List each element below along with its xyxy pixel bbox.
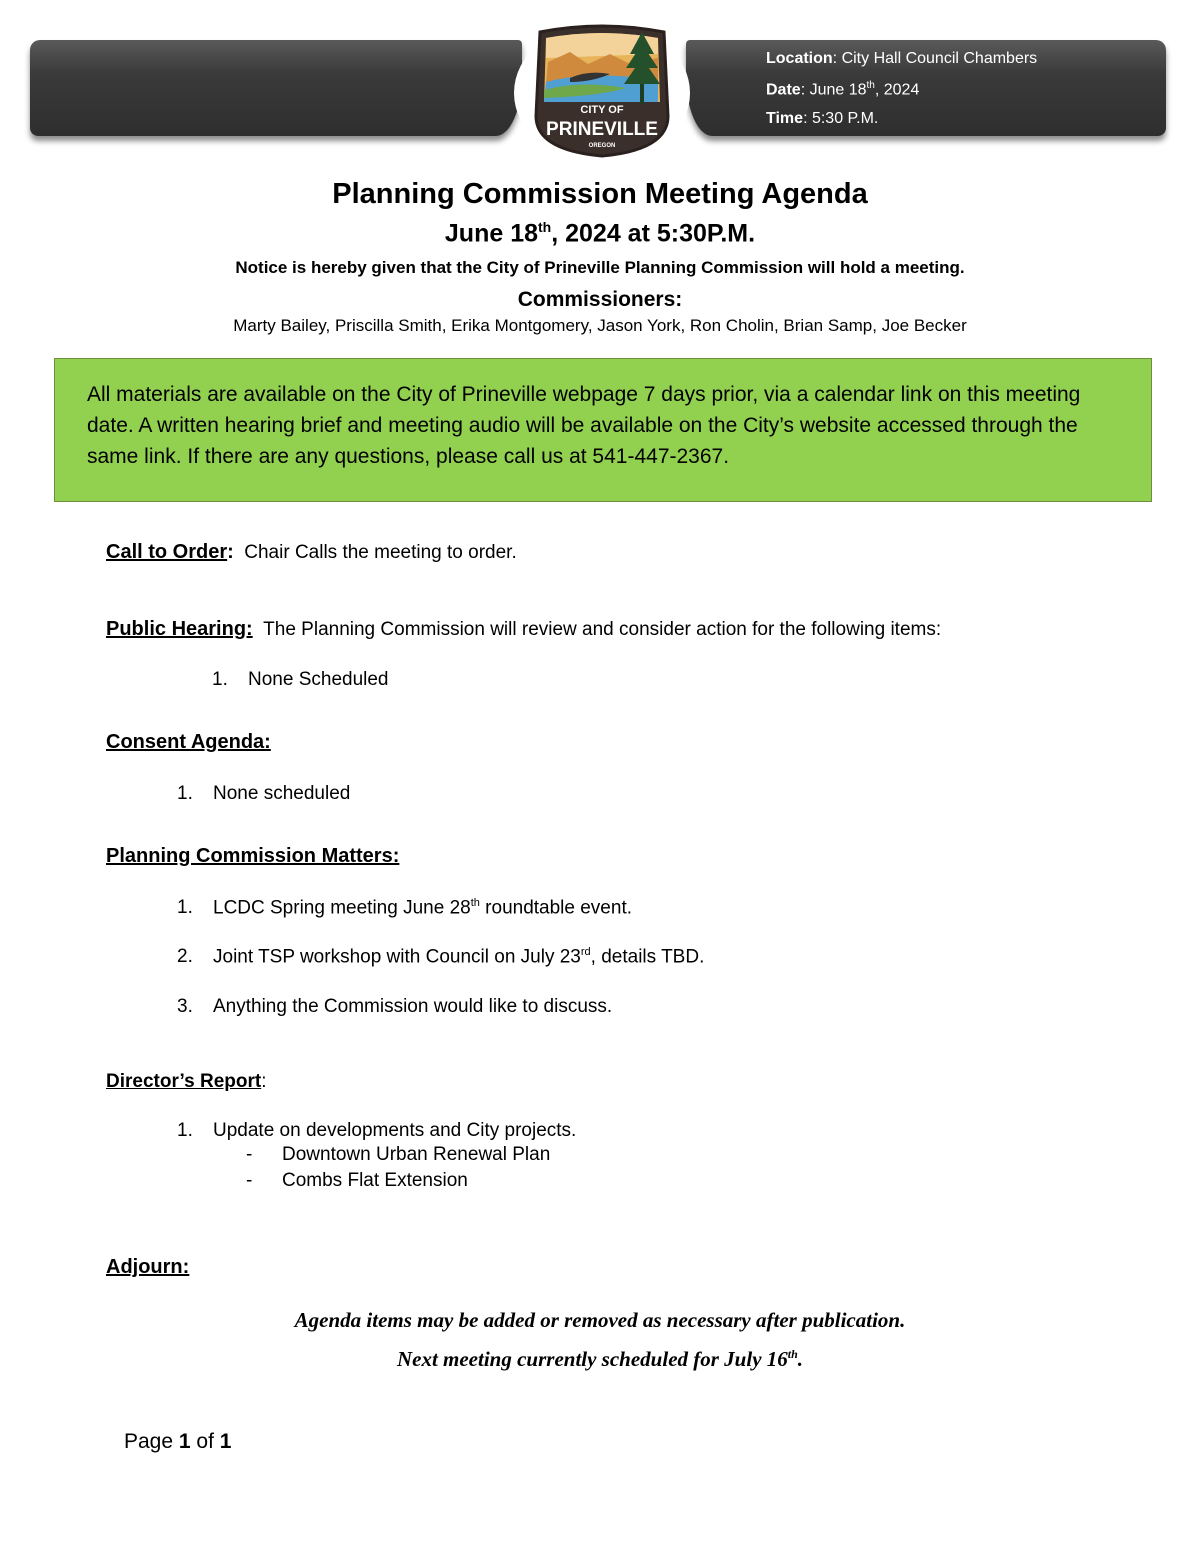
list-item: 1. None scheduled	[177, 783, 351, 804]
svg-text:PRINEVILLE: PRINEVILLE	[546, 119, 658, 140]
public-hearing-text: The Planning Commission will review and consider action for the following items:	[263, 619, 942, 640]
materials-notice-text: All materials are available on the City of Prineville webpage 7 days prior, via a calendar link on this meeting date. A written hearing brief and meeting audio will be available on the City’s website accessed through the same link. If there are any questions, please call us at 541-447-2367.	[87, 383, 1081, 468]
call-to-order-heading: Call to Order	[106, 541, 228, 563]
directors-report-section: Director’s Report:	[106, 1071, 267, 1092]
header-bar-right	[686, 40, 1166, 136]
call-to-order-text: Chair Calls the meeting to order.	[244, 542, 517, 563]
list-item: 1. None Scheduled	[212, 669, 389, 690]
page-title: Planning Commission Meeting Agenda	[332, 178, 868, 210]
city-logo	[530, 24, 674, 160]
commissioners-heading: Commissioners:	[517, 288, 683, 311]
public-hearing-section	[106, 618, 941, 641]
footer-note-1: Agenda items may be added or removed as necessary after publication.	[294, 1308, 906, 1332]
location-line: Location: City Hall Council Chambers	[766, 50, 1038, 67]
footer-note-2: Next meeting currently scheduled for July 16th.	[396, 1347, 804, 1371]
consent-agenda-heading: Consent Agenda:	[106, 731, 271, 753]
date-line: Date: June 18th, 2024	[766, 80, 920, 99]
public-hearing-heading: Public Hearing:	[106, 618, 253, 640]
list-item: 2. Joint TSP workshop with Council on July 23rd, details TBD.	[177, 946, 705, 968]
sub-list-item: - Downtown Urban Renewal Plan	[246, 1144, 551, 1165]
svg-text:OREGON: OREGON	[588, 143, 616, 149]
pc-matters-heading: Planning Commission Matters:	[106, 845, 400, 867]
header-bar-left	[30, 40, 522, 136]
page-number: Page 1 of 1	[124, 1430, 232, 1453]
meeting-datetime: June 18th, 2024 at 5:30P.M.	[444, 219, 756, 248]
list-item: 1. LCDC Spring meeting June 28th roundtable event.	[177, 897, 633, 919]
materials-notice-box	[54, 358, 1152, 502]
time-line: Time: 5:30 P.M.	[766, 110, 879, 127]
meeting-notice: Notice is hereby given that the City of Prineville Planning Commission will hold a meeting.	[235, 258, 965, 277]
sub-list-item: - Combs Flat Extension	[246, 1170, 468, 1191]
svg-text:CITY OF: CITY OF	[580, 104, 624, 116]
commissioners-list: Marty Bailey, Priscilla Smith, Erika Montgomery, Jason York, Ron Cholin, Brian Samp, Joe Becker	[233, 316, 967, 335]
list-item: 1. Update on developments and City projects.	[177, 1120, 577, 1141]
directors-report-heading: Director’s Report	[106, 1071, 262, 1092]
list-item: 3. Anything the Commission would like to discuss.	[177, 996, 613, 1017]
adjourn-heading: Adjourn:	[106, 1256, 190, 1278]
call-to-order-section: Call to Order: Chair Calls the meeting to order.	[106, 541, 517, 563]
